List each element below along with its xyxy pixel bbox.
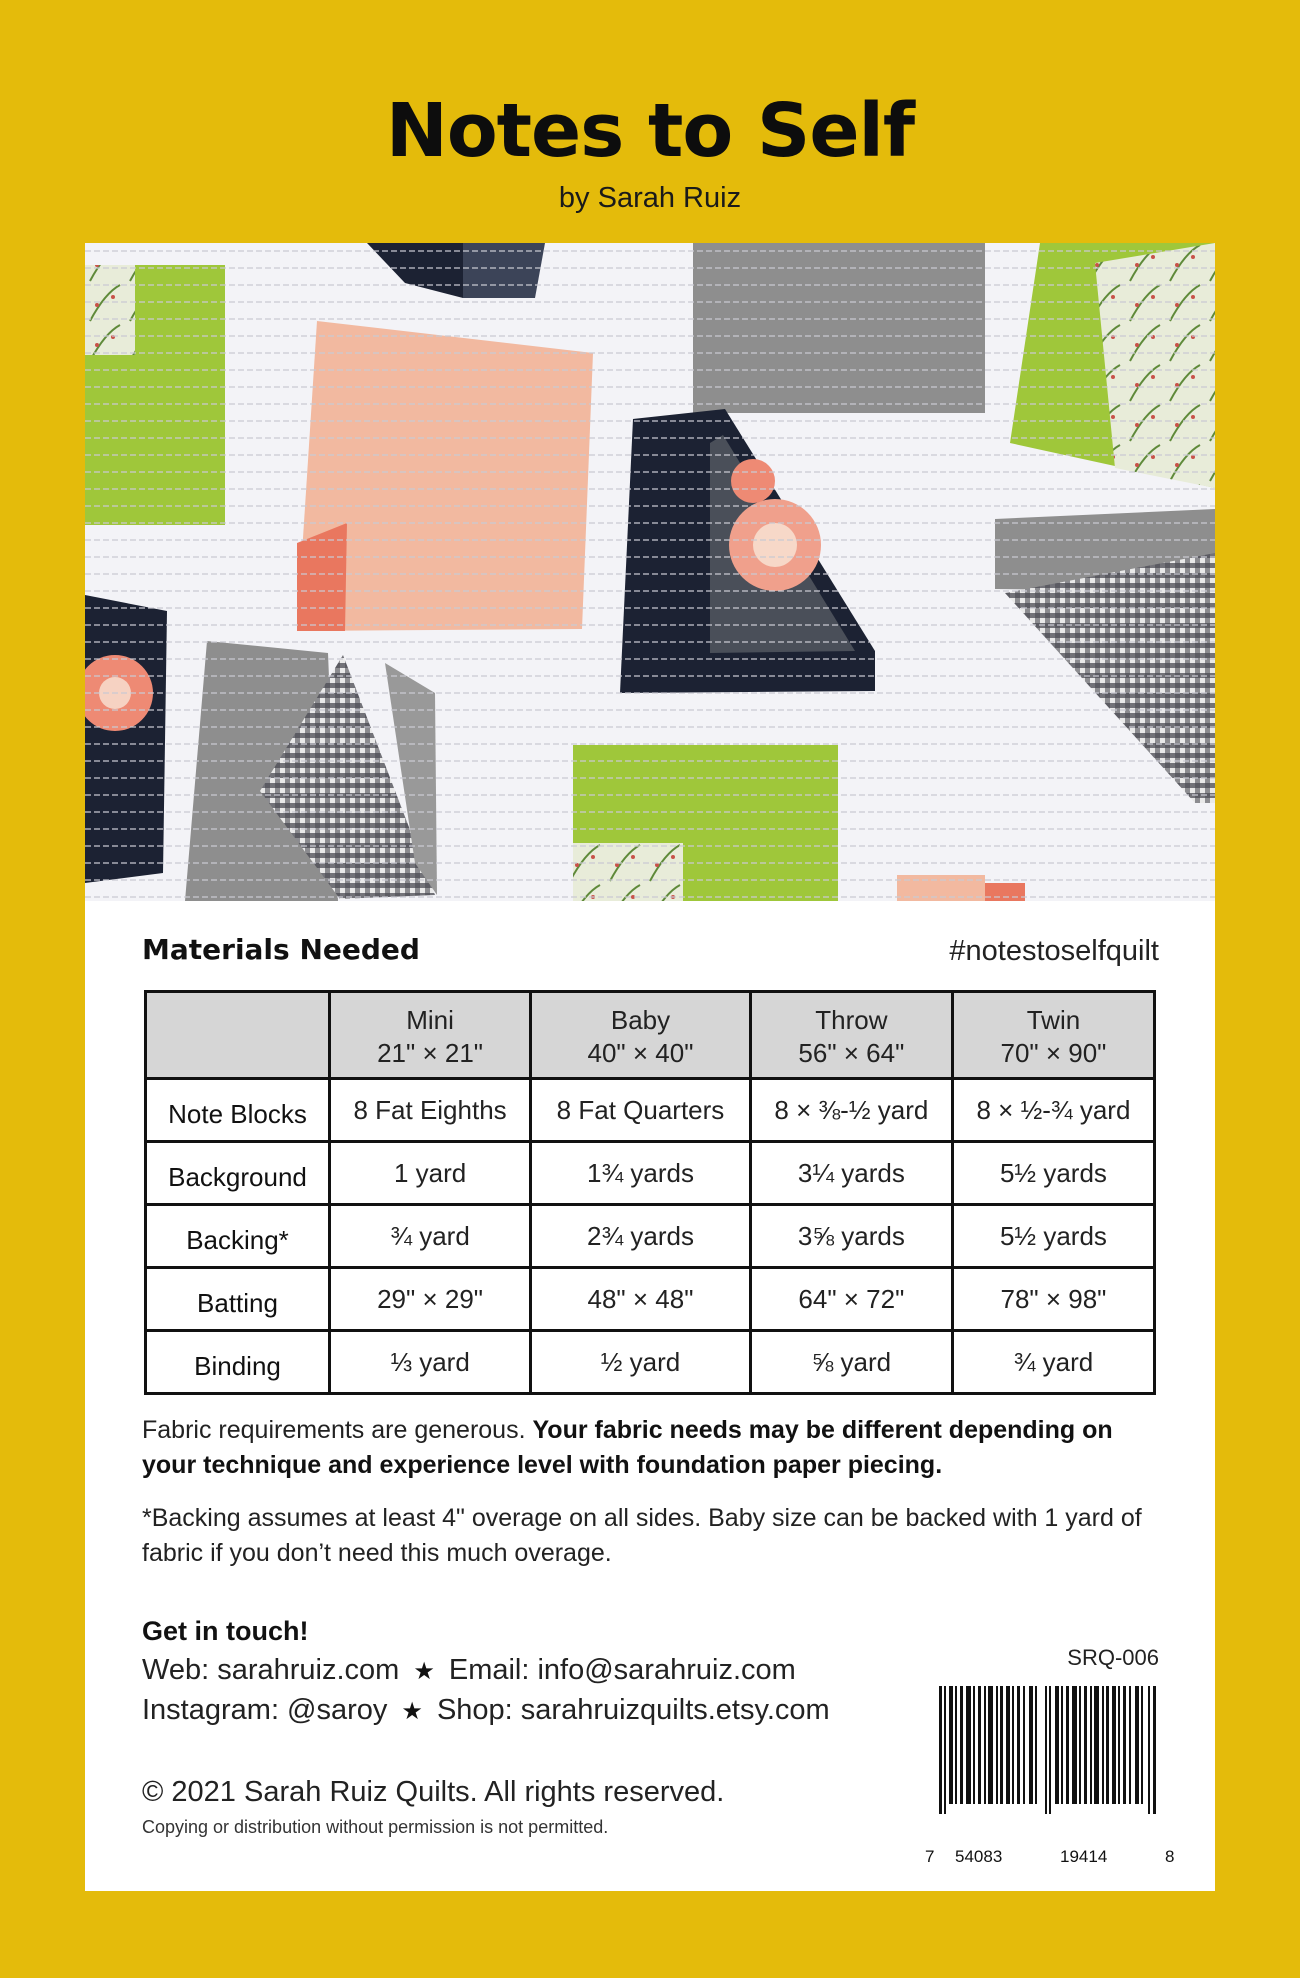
- table-cell: 8 × ½-¾ yard: [952, 1079, 1154, 1142]
- page-title: Notes to Self: [385, 88, 915, 174]
- table-row: [146, 1205, 1155, 1268]
- table-cell: 78" × 98": [952, 1268, 1154, 1331]
- materials-heading: Materials Needed: [142, 933, 420, 966]
- column-size: 21" × 21": [377, 1038, 484, 1068]
- barcode-icon: [939, 1686, 1157, 1814]
- table-cell: 1 yard: [330, 1142, 531, 1205]
- contact-line-web-email: [142, 1654, 796, 1687]
- quilt-photo: [85, 243, 1215, 901]
- backing-footnote: *Backing assumes at least 4" overage on all sides. Baby size can be backed with 1 yard of fabric if you don’t need this much overage.: [142, 1504, 1142, 1567]
- row-label: Binding: [146, 1331, 330, 1394]
- table-cell: 8 × ⅜-½ yard: [750, 1079, 952, 1142]
- column-size: 40" × 40": [587, 1038, 694, 1068]
- author-byline: by Sarah Ruiz: [558, 182, 742, 214]
- column-header: [750, 992, 952, 1079]
- row-label: Batting: [146, 1268, 330, 1331]
- star-separator-icon: ★: [413, 1658, 435, 1685]
- row-label: Backing*: [146, 1205, 330, 1268]
- barcode-digit: 54083: [955, 1847, 1003, 1866]
- table-cell: 8 Fat Quarters: [531, 1079, 751, 1142]
- column-name: Twin: [1026, 1005, 1081, 1035]
- table-cell: ⅝ yard: [750, 1331, 952, 1394]
- note-bold-text: Your fabric needs may be different depending on your technique and experience level with foundation paper piecing.: [142, 1416, 1113, 1479]
- table-cell: 3¼ yards: [750, 1142, 952, 1205]
- column-header: [330, 992, 531, 1079]
- pattern-card: [85, 243, 1215, 1891]
- table-cell: 29" × 29": [330, 1268, 531, 1331]
- table-cell: 1¾ yards: [531, 1142, 751, 1205]
- hashtag: #notestoselfquilt: [949, 935, 1159, 967]
- table-cell: 2¾ yards: [531, 1205, 751, 1268]
- column-size: 56" × 64": [798, 1038, 905, 1068]
- table-cell: 64" × 72": [750, 1268, 952, 1331]
- barcode-digit: 19414: [1060, 1847, 1108, 1866]
- table-cell: 8 Fat Eighths: [330, 1079, 531, 1142]
- barcode-digit: 8: [1165, 1847, 1175, 1866]
- table-row: [146, 1331, 1155, 1394]
- table-cell: ¾ yard: [330, 1205, 531, 1268]
- table-cell: 5½ yards: [952, 1142, 1154, 1205]
- table-cell: ½ yard: [531, 1331, 751, 1394]
- column-header: [531, 992, 751, 1079]
- product-sku: SRQ-006: [1067, 1645, 1159, 1670]
- note-plain-text: Fabric requirements are generous.: [142, 1416, 526, 1444]
- email-link[interactable]: Email: info@sarahruiz.com: [448, 1654, 796, 1686]
- web-link[interactable]: Web: sarahruiz.com: [142, 1654, 400, 1686]
- column-name: Mini: [406, 1005, 454, 1035]
- column-size: 70" × 90": [1000, 1038, 1107, 1068]
- disclaimer-text: Copying or distribution without permission is not permitted.: [142, 1817, 609, 1837]
- barcode-digit: 7: [925, 1847, 935, 1866]
- table-cell: ⅓ yard: [330, 1331, 531, 1394]
- star-separator-icon: ★: [401, 1698, 423, 1725]
- row-label: Background: [146, 1142, 330, 1205]
- table-cell: 48" × 48": [531, 1268, 751, 1331]
- table-cell: 3⅝ yards: [750, 1205, 952, 1268]
- table-row: [146, 1079, 1155, 1142]
- table-cell: 5½ yards: [952, 1205, 1154, 1268]
- instagram-link[interactable]: Instagram: @saroy: [142, 1694, 388, 1726]
- fabric-requirements-note: [142, 1413, 1162, 1483]
- shop-link[interactable]: Shop: sarahruizquilts.etsy.com: [436, 1694, 830, 1726]
- column-name: Throw: [815, 1005, 888, 1035]
- table-cell: ¾ yard: [952, 1331, 1154, 1394]
- row-label: Note Blocks: [146, 1079, 330, 1142]
- materials-table: [144, 990, 1156, 1395]
- copyright-text: © 2021 Sarah Ruiz Quilts. All rights reserved.: [142, 1776, 725, 1808]
- contact-line-social: [142, 1694, 830, 1727]
- column-name: Baby: [610, 1005, 671, 1035]
- contact-heading: Get in touch!: [142, 1616, 309, 1646]
- table-corner-cell: [146, 992, 330, 1079]
- table-row: [146, 1268, 1155, 1331]
- column-header: [952, 992, 1154, 1079]
- table-row: [146, 1142, 1155, 1205]
- table-header-row: [146, 992, 1155, 1079]
